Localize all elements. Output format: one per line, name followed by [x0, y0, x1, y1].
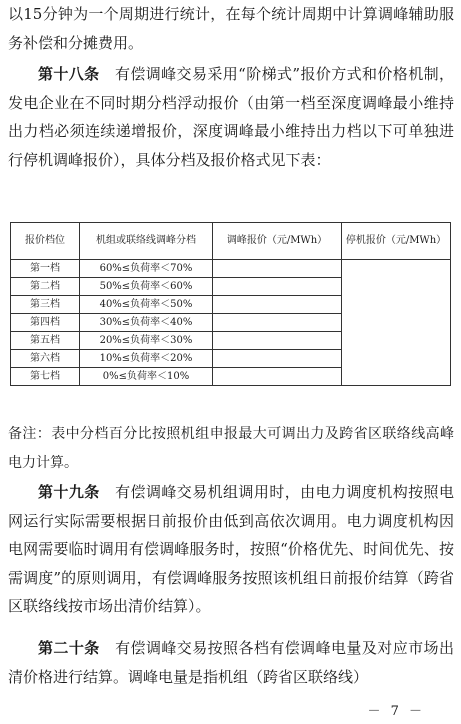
tier-cell: 第三档: [11, 296, 80, 314]
table-row: [11, 260, 451, 278]
article-19-heading: 第十九条: [38, 483, 100, 501]
article-19-text: 有偿调峰交易机组调用时，由电力调度机构按照电网运行实际需要根据日前报价由低到高依次调用。电力调度机构因电网需要临时调用有偿调峰服务时，按照“价格优先、时间优先、按需调度”的原则调用，有偿调峰服务按照该机组日前报价结算（跨省区联络线按市场出清价结算）。: [8, 483, 454, 615]
peak-price-cell: [213, 350, 342, 368]
article-20-text: 有偿调峰交易按照各档有偿调峰电量及对应市场出清价格进行结算。调峰电量是指机组（跨省区联络线）: [8, 639, 454, 686]
article-18-text: 有偿调峰交易采用“阶梯式”报价方式和价格机制，发电企业在不同时期分档浮动报价（由第一档至深度调峰最小维持出力档必须连续递增报价，深度调峰最小维持出力档以下可单独进行停机调峰报价），具体分档及报价格式见下表：: [8, 65, 454, 169]
tier-cell: 第一档: [11, 260, 80, 278]
tier-cell: 第六档: [11, 350, 80, 368]
tier-cell: 第二档: [11, 278, 80, 296]
load-range-cell: 10%≤负荷率＜20%: [80, 350, 213, 368]
load-range-cell: 20%≤负荷率＜30%: [80, 332, 213, 350]
article-19: [8, 478, 454, 621]
article-20: [8, 634, 454, 691]
header-tier: 报价档位: [11, 223, 80, 260]
peak-price-cell: [213, 368, 342, 386]
tier-cell: 第五档: [11, 332, 80, 350]
tier-cell: 第七档: [11, 368, 80, 386]
load-range-cell: 60%≤负荷率＜70%: [80, 260, 213, 278]
peak-price-cell: [213, 314, 342, 332]
peak-price-cell: [213, 296, 342, 314]
article-20-heading: 第二十条: [38, 639, 100, 657]
load-range-cell: 0%≤负荷率＜10%: [80, 368, 213, 386]
page-number: － 7 －: [367, 704, 425, 719]
article-18: [8, 60, 454, 174]
load-range-cell: 30%≤负荷率＜40%: [80, 314, 213, 332]
load-range-cell: 50%≤负荷率＜60%: [80, 278, 213, 296]
load-range-cell: 40%≤负荷率＜50%: [80, 296, 213, 314]
paragraph-continued: 以15分钟为一个周期进行统计，在每个统计周期中计算调峰辅助服务补偿和分摊费用。: [8, 5, 454, 52]
peak-price-cell: [213, 278, 342, 296]
peak-price-cell: [213, 332, 342, 350]
header-peak-price: 调峰报价（元/MWh）: [213, 223, 342, 260]
table-header-row: [11, 223, 451, 260]
table-note: 备注：表中分档百分比按照机组申报最大可调出力及跨省区联络线高峰电力计算。: [8, 426, 454, 471]
peak-price-cell: [213, 260, 342, 278]
price-tier-table: [10, 222, 451, 386]
header-load-range: 机组或联络线调峰分档: [80, 223, 213, 260]
header-shutdown-price: 停机报价（元/MWh）: [342, 223, 451, 260]
shutdown-price-cell: [342, 260, 451, 386]
article-18-heading: 第十八条: [38, 65, 100, 83]
tier-cell: 第四档: [11, 314, 80, 332]
